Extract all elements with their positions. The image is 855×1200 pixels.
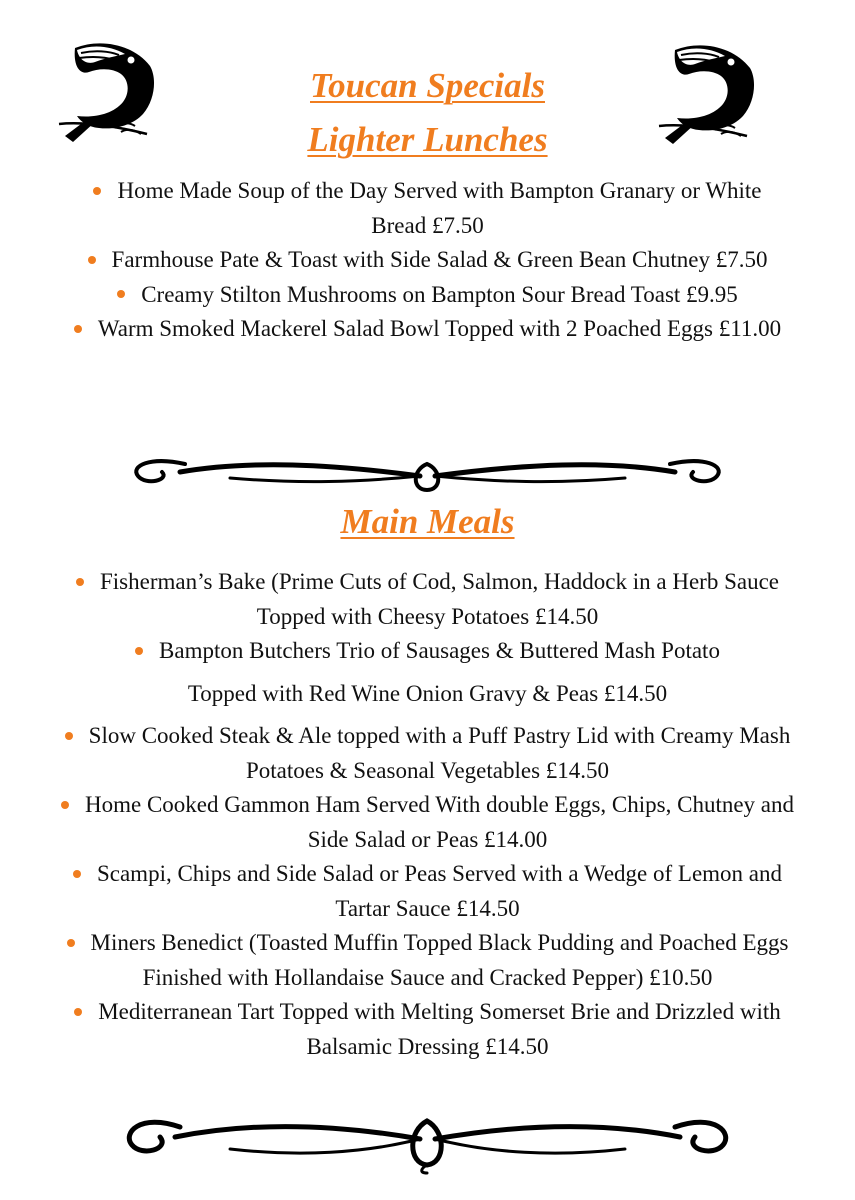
menu-item: [0, 926, 855, 995]
bullet-icon: [61, 801, 69, 809]
menu-item-text: Creamy Stilton Mushrooms on Bampton Sour Bread Toast £9.95: [141, 281, 738, 307]
section-title-main-meals: Main Meals: [340, 502, 515, 541]
menu-item-text: Fisherman’s Bake (Prime Cuts of Cod, Salmon, Haddock in a Herb Sauce Topped with Cheesy Potatoes £14.50: [99, 569, 780, 629]
lighter-lunches-list: [0, 174, 855, 347]
bullet-icon: [135, 647, 143, 655]
bullet-icon: [74, 1008, 82, 1016]
menu-item-text-continued: Topped with Red Wine Onion Gravy & Peas £14.50: [187, 680, 668, 706]
main-meals-list: [0, 565, 855, 1064]
menu-item-text: Home Made Soup of the Day Served with Bampton Granary or White Bread £7.50: [117, 178, 762, 238]
bullet-icon: [74, 325, 82, 333]
bullet-icon: [67, 939, 75, 947]
bullet-icon: [93, 187, 101, 195]
section-title-lighter-lunches: Lighter Lunches: [307, 120, 548, 159]
ornamental-divider: [0, 1103, 855, 1175]
menu-item: [0, 278, 855, 313]
menu-item: [0, 243, 855, 278]
menu-item: [0, 788, 855, 857]
menu-item: [0, 565, 855, 634]
ornamental-divider: [0, 450, 855, 498]
menu-item-text: Miners Benedict (Toasted Muffin Topped Black Pudding and Poached Eggs Finished with Hollandaise Sauce and Cracked Pepper) £10.50: [90, 930, 789, 990]
bullet-icon: [73, 870, 81, 878]
menu-item-text: Slow Cooked Steak & Ale topped with a Puff Pastry Lid with Creamy Mash Potatoes & Seasonal Vegetables £14.50: [88, 723, 791, 783]
menu-item-text: Mediterranean Tart Topped with Melting Somerset Brie and Drizzled with Balsamic Dressing £14.50: [98, 999, 781, 1059]
menu-item-text: Bampton Butchers Trio of Sausages & Buttered Mash Potato: [159, 638, 720, 663]
menu-item: [0, 857, 855, 926]
menu-item-text: Warm Smoked Mackerel Salad Bowl Topped with 2 Poached Eggs £11.00: [97, 316, 782, 341]
menu-item-text: Scampi, Chips and Side Salad or Peas Served with a Wedge of Lemon and Tartar Sauce £14.50: [96, 861, 783, 921]
menu-item: [0, 312, 855, 347]
menu-item-text: Home Cooked Gammon Ham Served With double Eggs, Chips, Chutney and Side Salad or Peas £14.00: [84, 792, 794, 852]
menu-item: [0, 719, 855, 788]
bullet-icon: [88, 256, 96, 264]
page-title: Toucan Specials: [310, 66, 545, 105]
menu-item: [0, 995, 855, 1064]
bullet-icon: [76, 578, 84, 586]
bullet-icon: [117, 290, 125, 298]
menu-item: [0, 174, 855, 243]
menu-item-text: Farmhouse Pate & Toast with Side Salad & Green Bean Chutney £7.50: [111, 247, 768, 272]
menu-item: [0, 634, 855, 711]
bullet-icon: [65, 732, 73, 740]
